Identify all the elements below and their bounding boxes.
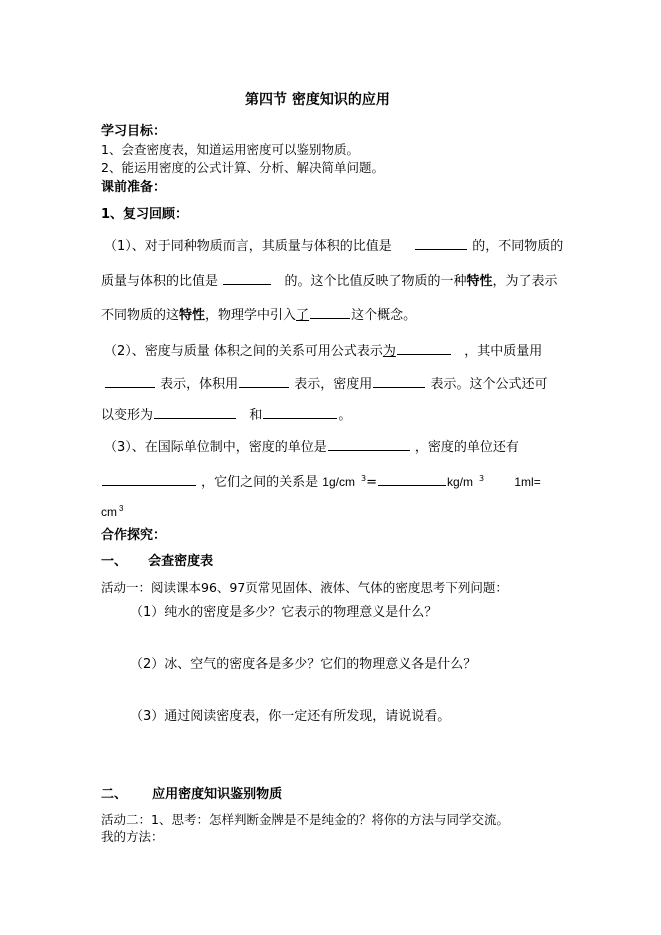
q2-blank-5[interactable] bbox=[154, 406, 236, 419]
q1-blank-2[interactable] bbox=[223, 272, 271, 285]
section-1-number: 一、 bbox=[101, 554, 128, 569]
q1-text-i: ，物理学中引入 bbox=[205, 308, 297, 323]
coop-heading: 合作探究： bbox=[101, 528, 167, 543]
section-1-title: 会查密度表 bbox=[148, 554, 214, 569]
q2-text-d: 表示，体积用 bbox=[160, 377, 239, 392]
q2-blank-3[interactable] bbox=[239, 375, 289, 388]
q2-text-f: 表示。这个公式还可 bbox=[430, 377, 548, 392]
q3-sup-2: 3 bbox=[479, 473, 485, 483]
q3-blank-1[interactable] bbox=[328, 438, 410, 451]
q3-line-3 bbox=[101, 504, 123, 519]
q2-text-i: 。 bbox=[338, 408, 352, 423]
activity-1-q3: （3）通过阅读密度表，你一定还有所发现，请说说看。 bbox=[130, 709, 451, 724]
q3-sup-1: 3 bbox=[360, 473, 367, 483]
q1-text-g: 不同物质的这 bbox=[101, 308, 180, 323]
q1-text-k: 这个概念。 bbox=[351, 308, 417, 323]
goal-2: 2、能运用密度的公式计算、分析、解决简单问题。 bbox=[101, 160, 384, 175]
q1-text-e: 特性 bbox=[466, 274, 493, 289]
q1-text-d: 的。这个比值反映了物质的一种 bbox=[284, 274, 467, 289]
q3-blank-3[interactable] bbox=[378, 473, 446, 486]
q3-sup-3: 3 bbox=[119, 504, 124, 513]
section-2-number: 二、 bbox=[101, 787, 128, 802]
q3-text-c: ，它们之间的关系是 bbox=[201, 475, 319, 490]
q2-blank-2[interactable] bbox=[105, 375, 155, 388]
q2-line-1 bbox=[104, 342, 542, 360]
q1-text-a: （1）、对于同种物质而言，其质量与体积的比值是 bbox=[104, 239, 392, 254]
q3-line-2 bbox=[101, 473, 541, 491]
q1-text-f: ，为了表示 bbox=[492, 274, 558, 289]
q1-text-b: 的，不同物质的 bbox=[472, 239, 564, 254]
q3-unit-g-cm: 1g/cm bbox=[322, 475, 355, 489]
q2-text-e: 表示，密度用 bbox=[294, 377, 373, 392]
activity-2: 活动二：1、思考：怎样判断金牌是不是纯金的？将你的方法与同学交流。 bbox=[101, 812, 509, 827]
q2-text-g: 以变形为 bbox=[101, 408, 154, 423]
q3-text-b: ，密度的单位还有 bbox=[414, 440, 519, 455]
q1-blank-3[interactable] bbox=[310, 306, 350, 319]
q2-blank-6[interactable] bbox=[263, 406, 337, 419]
q2-text-c: ，其中质量用 bbox=[464, 344, 543, 359]
activity-1-q2: （2）冰、空气的密度各是多少？它们的物理意义各是什么？ bbox=[130, 657, 477, 672]
activity-1-q1: （1）纯水的密度是多少？它表示的物理意义是什么？ bbox=[130, 605, 438, 620]
section-2-heading bbox=[101, 787, 282, 803]
q1-line-3 bbox=[101, 306, 416, 324]
section-1-heading bbox=[101, 554, 213, 570]
q3-line-1 bbox=[104, 438, 519, 456]
q3-blank-2[interactable] bbox=[102, 473, 196, 486]
q3-ml: 1ml= bbox=[514, 475, 541, 489]
section-2-title: 应用密度知识鉴别物质 bbox=[152, 787, 283, 802]
q2-text-h: 和 bbox=[249, 408, 263, 423]
q2-blank-4[interactable] bbox=[373, 375, 425, 388]
goal-1: 1、会查密度表，知道运用密度可以鉴别物质。 bbox=[101, 142, 359, 157]
q1-text-j: 了 bbox=[296, 308, 310, 323]
q1-blank-1[interactable] bbox=[415, 237, 467, 250]
q2-text-b: 为 bbox=[382, 344, 396, 359]
q2-blank-1[interactable] bbox=[397, 342, 451, 355]
q2-line-2 bbox=[104, 375, 547, 393]
q1-line-2 bbox=[101, 272, 557, 290]
my-method-label: 我的方法： bbox=[101, 829, 164, 844]
q2-text-a: （2）、密度与质量 体积之间的关系可用公式表示 bbox=[104, 344, 383, 359]
q2-line-3 bbox=[101, 406, 351, 424]
q3-unit-kg-m: kg/m bbox=[446, 475, 473, 489]
goals-heading: 学习目标： bbox=[101, 124, 167, 139]
review-heading: 1、复习回顾： bbox=[101, 207, 189, 222]
q1-line-1 bbox=[104, 237, 563, 255]
q1-text-h: 特性 bbox=[179, 308, 206, 323]
activity-1: 活动一：阅读课本96、97页常见固体、液体、气体的密度思考下列问题： bbox=[101, 580, 508, 595]
page-title: 第四节 密度知识的应用 bbox=[245, 92, 390, 108]
q3-equals: = bbox=[366, 475, 377, 490]
q1-text-c: 质量与体积的比值是 bbox=[101, 274, 219, 289]
q3-unit-cm: cm bbox=[101, 505, 117, 519]
prep-heading: 课前准备： bbox=[101, 180, 167, 195]
q3-text-a: （3）、在国际单位制中，密度的单位是 bbox=[104, 440, 327, 455]
